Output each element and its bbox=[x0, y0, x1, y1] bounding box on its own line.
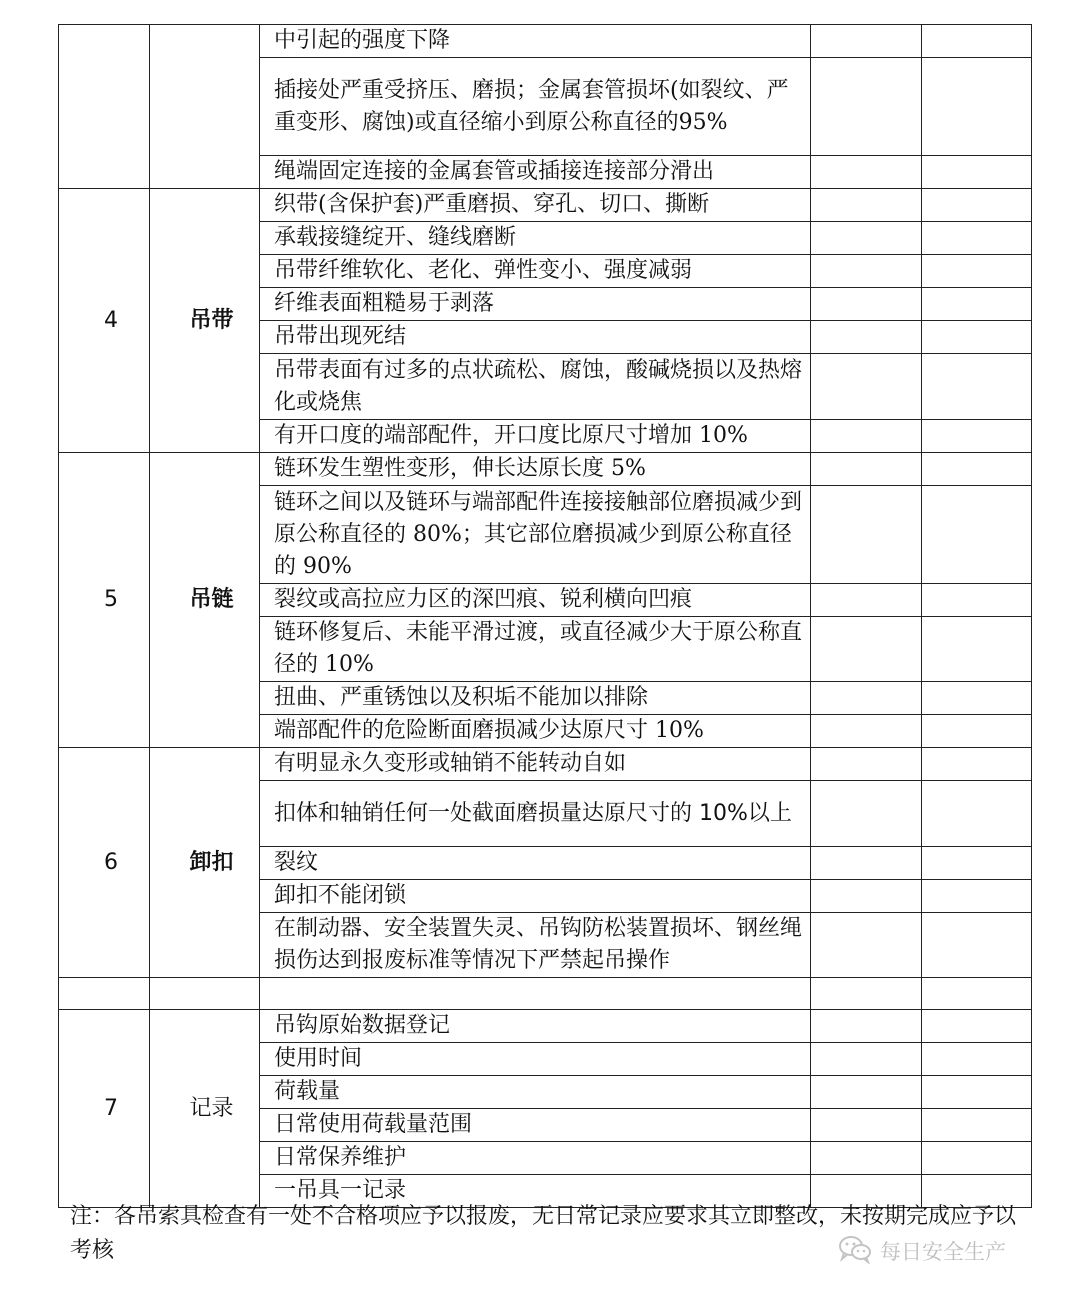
check-cell bbox=[811, 321, 922, 354]
remark-cell bbox=[922, 453, 1032, 486]
check-cell bbox=[811, 453, 922, 486]
item-number: 6 bbox=[59, 748, 150, 978]
criterion-text: 织带(含保护套)严重磨损、穿孔、切口、撕断 bbox=[260, 189, 811, 222]
item-number: 7 bbox=[59, 1010, 150, 1208]
criterion-text: 承载接缝绽开、缝线磨断 bbox=[260, 222, 811, 255]
remark-cell bbox=[922, 978, 1032, 1010]
check-cell bbox=[811, 354, 922, 420]
criterion-text: 吊带表面有过多的点状疏松、腐蚀，酸碱烧损以及热熔化或烧焦 bbox=[260, 354, 811, 420]
remark-cell bbox=[922, 321, 1032, 354]
table-row bbox=[59, 1010, 1032, 1043]
check-cell bbox=[811, 222, 922, 255]
check-cell bbox=[811, 978, 922, 1010]
criterion-text: 吊带纤维软化、老化、弹性变小、强度减弱 bbox=[260, 255, 811, 288]
criterion-text: 扭曲、严重锈蚀以及积垢不能加以排除 bbox=[260, 682, 811, 715]
criterion-text: 纤维表面粗糙易于剥落 bbox=[260, 288, 811, 321]
check-cell bbox=[811, 880, 922, 913]
criterion-text: 有明显永久变形或轴销不能转动自如 bbox=[260, 748, 811, 781]
criterion-text: 在制动器、安全装置失灵、吊钩防松装置损坏、钢丝绳损伤达到报废标准等情况下严禁起吊操作 bbox=[260, 913, 811, 978]
remark-cell bbox=[922, 781, 1032, 847]
check-cell bbox=[811, 156, 922, 189]
remark-cell bbox=[922, 715, 1032, 748]
remark-cell bbox=[922, 156, 1032, 189]
remark-cell bbox=[922, 420, 1032, 453]
remark-cell bbox=[922, 354, 1032, 420]
criterion-text: 裂纹或高拉应力区的深凹痕、锐利横向凹痕 bbox=[260, 584, 811, 617]
criterion-text bbox=[260, 978, 811, 1010]
item-name: 吊链 bbox=[150, 453, 260, 748]
item-number bbox=[59, 25, 150, 189]
item-number: 4 bbox=[59, 189, 150, 453]
criterion-text: 吊钩原始数据登记 bbox=[260, 1010, 811, 1043]
check-cell bbox=[811, 189, 922, 222]
remark-cell bbox=[922, 222, 1032, 255]
check-cell bbox=[811, 288, 922, 321]
item-number: 5 bbox=[59, 453, 150, 748]
item-name: 记录 bbox=[150, 1010, 260, 1208]
remark-cell bbox=[922, 25, 1032, 58]
criterion-text: 使用时间 bbox=[260, 1043, 811, 1076]
watermark bbox=[838, 1234, 1006, 1268]
footnote: 注：各吊索具检查有一处不合格项应予以报废，无日常记录应要求其立即整改，未按期完成应予以考核 bbox=[70, 1204, 1017, 1263]
check-cell bbox=[811, 584, 922, 617]
check-cell bbox=[811, 420, 922, 453]
remark-cell bbox=[922, 1076, 1032, 1109]
criterion-text: 一吊具一记录 bbox=[260, 1175, 811, 1208]
wechat-icon bbox=[838, 1234, 872, 1269]
remark-cell bbox=[922, 584, 1032, 617]
check-cell bbox=[811, 715, 922, 748]
table-row bbox=[59, 25, 1032, 58]
remark-cell bbox=[922, 1142, 1032, 1175]
table-row bbox=[59, 453, 1032, 486]
item-name bbox=[150, 25, 260, 189]
item-name: 卸扣 bbox=[150, 748, 260, 978]
criterion-text: 吊带出现死结 bbox=[260, 321, 811, 354]
check-cell bbox=[811, 781, 922, 847]
criterion-text: 绳端固定连接的金属套管或插接连接部分滑出 bbox=[260, 156, 811, 189]
remark-cell bbox=[922, 58, 1032, 156]
remark-cell bbox=[922, 288, 1032, 321]
check-cell bbox=[811, 486, 922, 584]
criterion-text: 裂纹 bbox=[260, 847, 811, 880]
remark-cell bbox=[922, 617, 1032, 682]
criterion-text: 端部配件的危险断面磨损减少达原尺寸 10% bbox=[260, 715, 811, 748]
check-cell bbox=[811, 1076, 922, 1109]
item-number bbox=[59, 978, 150, 1010]
check-cell bbox=[811, 58, 922, 156]
check-cell bbox=[811, 1142, 922, 1175]
check-cell bbox=[811, 25, 922, 58]
table-row bbox=[59, 978, 1032, 1010]
criterion-text: 中引起的强度下降 bbox=[260, 25, 811, 58]
check-cell bbox=[811, 913, 922, 978]
criterion-text: 日常使用荷载量范围 bbox=[260, 1109, 811, 1142]
remark-cell bbox=[922, 880, 1032, 913]
remark-cell bbox=[922, 913, 1032, 978]
check-cell bbox=[811, 847, 922, 880]
criterion-text: 链环修复后、未能平滑过渡，或直径减少大于原公称直径的 10% bbox=[260, 617, 811, 682]
remark-cell bbox=[922, 1043, 1032, 1076]
criterion-text: 有开口度的端部配件，开口度比原尺寸增加 10% bbox=[260, 420, 811, 453]
remark-cell bbox=[922, 486, 1032, 584]
item-name: 吊带 bbox=[150, 189, 260, 453]
remark-cell bbox=[922, 189, 1032, 222]
criterion-text: 链环之间以及链环与端部配件连接接触部位磨损减少到原公称直径的 80%；其它部位磨损减少到原公称直径的 90% bbox=[260, 486, 811, 584]
criterion-text: 扣体和轴销任何一处截面磨损量达原尺寸的 10%以上 bbox=[260, 781, 811, 847]
remark-cell bbox=[922, 748, 1032, 781]
check-cell bbox=[811, 255, 922, 288]
check-cell bbox=[811, 748, 922, 781]
table-row bbox=[59, 748, 1032, 781]
remark-cell bbox=[922, 1109, 1032, 1142]
remark-cell bbox=[922, 682, 1032, 715]
remark-cell bbox=[922, 1010, 1032, 1043]
criterion-text: 链环发生塑性变形，伸长达原长度 5% bbox=[260, 453, 811, 486]
check-cell bbox=[811, 617, 922, 682]
check-cell bbox=[811, 682, 922, 715]
table-row bbox=[59, 189, 1032, 222]
criterion-text: 插接处严重受挤压、磨损；金属套管损坏(如裂纹、严重变形、腐蚀)或直径缩小到原公称直径的95% bbox=[260, 58, 811, 156]
watermark-text: 每日安全生产 bbox=[880, 1240, 1006, 1264]
check-cell bbox=[811, 1010, 922, 1043]
criterion-text: 卸扣不能闭锁 bbox=[260, 880, 811, 913]
remark-cell bbox=[922, 255, 1032, 288]
check-cell bbox=[811, 1043, 922, 1076]
criterion-text: 荷载量 bbox=[260, 1076, 811, 1109]
check-cell bbox=[811, 1109, 922, 1142]
inspection-table bbox=[58, 24, 1032, 1208]
criterion-text: 日常保养维护 bbox=[260, 1142, 811, 1175]
remark-cell bbox=[922, 847, 1032, 880]
item-name bbox=[150, 978, 260, 1010]
